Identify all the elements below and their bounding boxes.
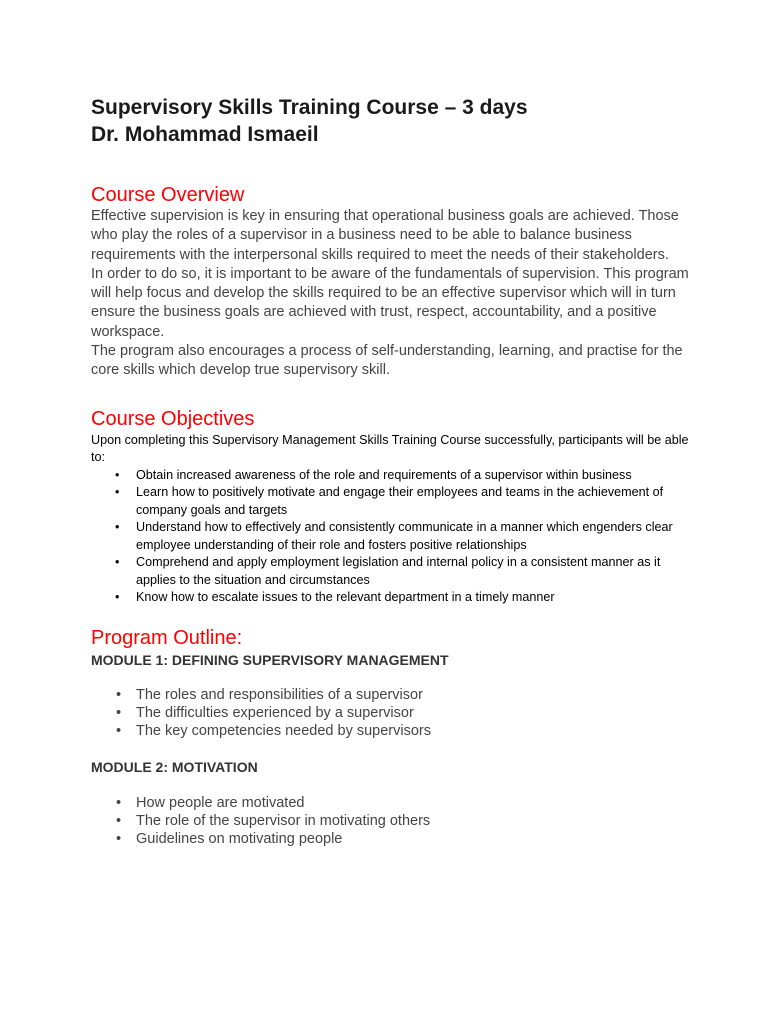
topic-item: • The role of the supervisor in motivating others bbox=[136, 812, 691, 830]
module-2-title: MODULE 2: MOTIVATION bbox=[91, 758, 258, 775]
module-2-topics bbox=[91, 794, 691, 849]
objective-item: • Understand how to effectively and consistently communicate in a manner which engenders clear employee understanding of their role and fosters positive relationships bbox=[136, 519, 691, 554]
title-line-2: Dr. Mohammad Ismaeil bbox=[91, 123, 319, 146]
objective-item: • Obtain increased awareness of the role and requirements of a supervisor within business bbox=[136, 467, 691, 485]
module-1-topics bbox=[91, 686, 691, 741]
overview-paragraph-1: Effective supervision is key in ensuring that operational business goals are achieved. Those who play the roles of a supervisor in a business need to be able to balance business requirements with the interpersonal skills required to meet the needs of their stakeholders. bbox=[91, 208, 679, 263]
topic-item: • Guidelines on motivating people bbox=[136, 830, 691, 848]
course-overview-heading: Course Overview bbox=[91, 184, 245, 206]
program-outline-heading: Program Outline: bbox=[91, 626, 243, 649]
objective-item: • Learn how to positively motivate and engage their employees and teams in the achievement of company goals and targets bbox=[136, 484, 691, 519]
document-title bbox=[91, 94, 691, 148]
overview-paragraph-3: The program also encourages a process of self-understanding, learning, and practise for the core skills which develop true supervisory skill. bbox=[91, 343, 683, 379]
topic-item: • The roles and responsibilities of a supervisor bbox=[136, 686, 691, 704]
topic-item: • The key competencies needed by supervisors bbox=[136, 722, 691, 740]
objective-item: • Know how to escalate issues to the relevant department in a timely manner bbox=[136, 589, 691, 607]
course-objectives-heading: Course Objectives bbox=[91, 407, 255, 430]
objectives-list bbox=[91, 467, 691, 607]
overview-paragraph-2: In order to do so, it is important to be aware of the fundamentals of supervision. This program will help focus and develop the skills required to be an effective supervisor which will in turn ensure the business goals are achieved with trust, respect, accountability, and a positive workspace. bbox=[91, 265, 689, 340]
objective-item: • Comprehend and apply employment legislation and internal policy in a consistent manner as it applies to the situation and circumstances bbox=[136, 554, 691, 589]
topic-item: • The difficulties experienced by a supervisor bbox=[136, 704, 691, 722]
title-line-1: Supervisory Skills Training Course – 3 days bbox=[91, 96, 528, 119]
document-page bbox=[91, 94, 691, 848]
topic-item: • How people are motivated bbox=[136, 794, 691, 812]
objectives-intro: Upon completing this Supervisory Management Skills Training Course successfully, participants will be able to: bbox=[91, 432, 689, 465]
module-1-title: MODULE 1: DEFINING SUPERVISORY MANAGEMENT bbox=[91, 651, 449, 668]
